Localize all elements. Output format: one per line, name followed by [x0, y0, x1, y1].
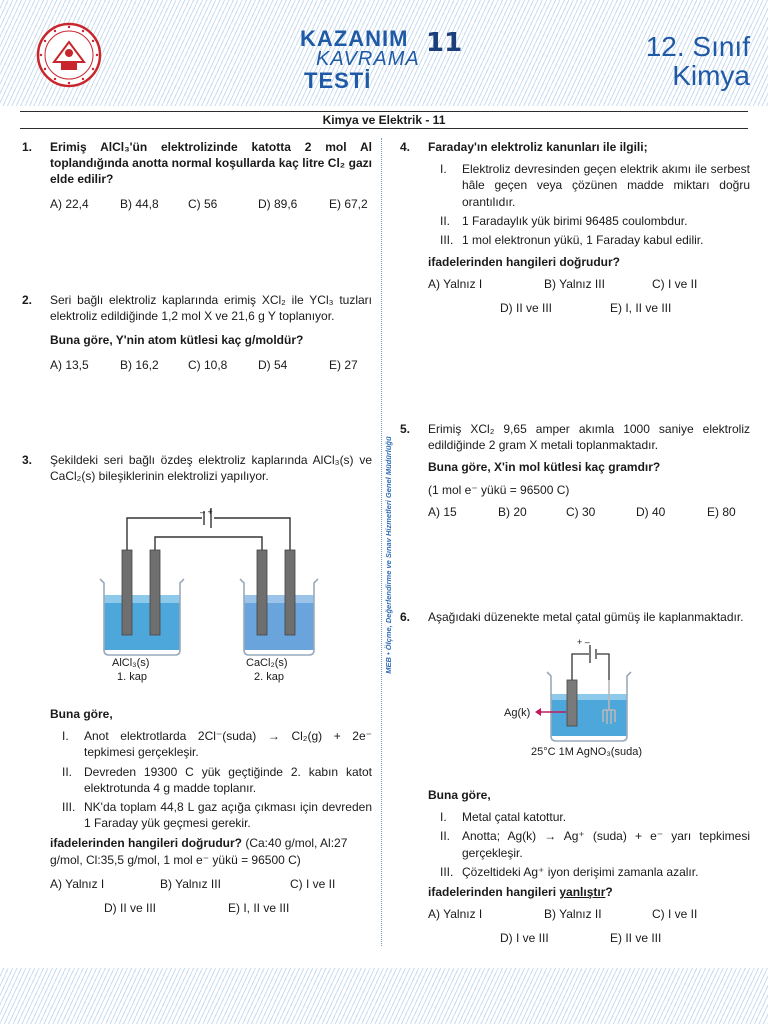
question-prompt [428, 884, 750, 900]
option-b[interactable]: B) Yalnız II [544, 907, 602, 922]
prompt-emphasis: yanlıştır [559, 884, 606, 899]
battery-label: – + [200, 507, 213, 517]
statement-roman: III. [440, 864, 454, 879]
brand-line-1: KAZANIM [300, 26, 409, 51]
answer-options-row-2 [428, 930, 750, 946]
cup-1-name: 1. kap [117, 671, 147, 683]
option-e[interactable]: E) 80 [707, 504, 736, 519]
option-e[interactable]: E) II ve III [610, 931, 662, 946]
statement-roman: II. [440, 829, 451, 844]
question-number: 4. [400, 140, 411, 154]
question-prompt: Buna göre, X'in mol kütlesi kaç gramdır? [428, 460, 661, 475]
answer-options [428, 504, 750, 520]
question-text: Seri bağlı elektroliz kaplarında erimiş XCl₂ ile YCl₃ tuzları elektroliz edildiğinde 1,2 mol X ve 21,6 g Y toplanıyor. [50, 293, 372, 324]
option-c[interactable]: C) 10,8 [188, 357, 228, 372]
silver-plating-diagram [535, 640, 645, 745]
statement-roman: II. [62, 764, 73, 779]
bottom-hatch-band [0, 968, 768, 1024]
statement-text: Anot elektrotlarda 2Cl⁻(suda) → Cl₂(g) + 2e⁻ tepkimesi gerçekleşir. [84, 729, 372, 760]
brand-line-3: TESTİ [304, 68, 372, 93]
answer-options [428, 906, 750, 922]
option-c[interactable]: C) 30 [566, 504, 596, 519]
statement-roman: I. [440, 162, 447, 177]
option-d[interactable]: D) 54 [258, 357, 288, 372]
question-lead: Buna göre, [428, 788, 491, 802]
question-text: Aşağıdaki düzenekte metal çatal gümüş ile kaplanmaktadır. [428, 610, 744, 624]
statement-text: Çözeltideki Ag⁺ iyon derişimi zamanla azalır. [462, 864, 699, 879]
statement-roman: III. [62, 799, 76, 814]
cup-1-label: AlCl₃(s) [112, 657, 150, 669]
brand-logo [298, 20, 468, 93]
statement-list [440, 809, 750, 880]
question-prompt [50, 835, 372, 867]
statement-item [62, 799, 372, 831]
statement-text: 1 Faradaylık yük birimi 96485 coulombdur. [462, 213, 688, 228]
side-watermark [382, 392, 398, 722]
statement-item [440, 828, 750, 860]
answer-options [50, 876, 372, 892]
option-e[interactable]: E) 67,2 [329, 196, 368, 211]
option-d[interactable]: D) 40 [636, 504, 666, 519]
statement-text: Metal çatal katottur. [462, 810, 567, 825]
question-prompt: Buna göre, Y'nin atom kütlesi kaç g/moldür? [50, 333, 304, 348]
answer-options-row-2 [428, 300, 750, 316]
grade-subject-block [646, 32, 750, 91]
question-text: Faraday'ın elektroliz kanunları ile ilgili; [428, 140, 648, 154]
option-a[interactable]: A) Yalnız I [50, 876, 105, 891]
option-e[interactable]: E) 27 [329, 357, 358, 372]
option-b[interactable]: B) 44,8 [120, 196, 159, 211]
question-number: 1. [22, 140, 33, 154]
answer-options-row-2 [50, 900, 372, 916]
statement-text: Elektroliz devresinden geçen elektrik akımı ile serbest hâle geçen veya çözünen madde miktarı doğru orantılıdır. [462, 162, 750, 209]
question-lead: Buna göre, [50, 707, 113, 721]
statement-item [440, 213, 750, 229]
option-c[interactable]: C) I ve II [652, 277, 698, 292]
option-a[interactable]: A) Yalnız I [428, 277, 483, 292]
grade-label: 12. Sınıf [645, 31, 750, 62]
meb-logo-icon [36, 22, 102, 88]
statement-item [440, 809, 750, 825]
option-b[interactable]: B) Yalnız III [544, 277, 605, 292]
statement-roman: II. [440, 213, 451, 228]
series-electrolysis-diagram [90, 505, 330, 670]
option-e[interactable]: E) I, II ve III [610, 301, 672, 316]
answer-options [50, 196, 372, 212]
option-c[interactable]: C) I ve II [652, 907, 698, 922]
answer-options [428, 276, 750, 292]
brand-line-2: KAVRAMA [316, 48, 420, 70]
question-note: (1 mol e⁻ yükü = 96500 C) [428, 482, 570, 497]
option-c[interactable]: C) I ve II [290, 876, 336, 891]
question-number: 2. [22, 293, 33, 307]
solution-label: 25°C 1M AgNO₃(suda) [531, 746, 642, 758]
option-a[interactable]: A) 22,4 [50, 196, 89, 211]
question-text: Erimiş XCl₂ 9,65 amper akımla 1000 saniye elektroliz edildiğinde 2 gram X metali toplanmaktadır. [428, 422, 750, 453]
option-e[interactable]: E) I, II ve III [228, 900, 290, 915]
prompt-text: ifadelerinden hangileri [428, 884, 560, 899]
battery-label: + – [577, 637, 590, 647]
statement-list [62, 728, 372, 831]
option-b[interactable]: B) Yalnız III [160, 876, 221, 891]
question-text: Şekildeki seri bağlı özdeş elektroliz kaplarında AlCl₃(s) ve CaCl₂(s) bileşiklerinin elektrolizi yapılıyor. [50, 453, 372, 484]
statement-roman: I. [440, 810, 447, 825]
option-a[interactable]: A) Yalnız I [428, 907, 483, 922]
question-number: 5. [400, 422, 411, 436]
option-b[interactable]: B) 16,2 [120, 357, 159, 372]
option-d[interactable]: D) II ve III [104, 900, 157, 915]
cup-2-label: CaCl₂(s) [246, 657, 288, 669]
statement-roman: III. [440, 232, 454, 247]
option-a[interactable]: A) 15 [428, 504, 457, 519]
prompt-text: ifadelerinden hangileri doğrudur? [50, 836, 243, 851]
question-number: 6. [400, 610, 411, 624]
cup-2-name: 2. kap [254, 671, 284, 683]
statement-item [440, 232, 750, 248]
statement-text: 1 mol elektronun yükü, 1 Faraday kabul edilir. [462, 232, 704, 247]
option-c[interactable]: C) 56 [188, 196, 218, 211]
topic-bar: Kimya ve Elektrik - 11 [20, 111, 748, 129]
option-d[interactable]: D) II ve III [500, 301, 553, 316]
statement-item [440, 864, 750, 880]
statement-text: NK'da toplam 44,8 L gaz açığa çıkması için devreden 1 Faraday yük geçmesi gerekir. [84, 799, 372, 831]
prompt-note: (Ca:40 g/mol, Al:27 g/mol, Cl:35,5 g/mol, 1 mol e⁻ yükü = 96500 C) [50, 836, 348, 867]
question-number: 3. [22, 453, 33, 467]
statement-item [440, 161, 750, 210]
subject-label: Kimya [672, 60, 750, 92]
answer-options [50, 357, 372, 373]
option-d[interactable]: D) I ve III [500, 931, 549, 946]
statement-item [62, 728, 372, 760]
statement-roman: I. [62, 729, 69, 744]
statement-text: Devreden 19300 C yük geçtiğinde 2. kabın katot elektrotunda 4 g madde toplanır. [84, 764, 372, 795]
brand-number: 11 [426, 28, 463, 58]
side-watermark-text: MEB • Ölçme, Değerlendirme ve Sınav Hizmetleri Genel Müdürlüğü [383, 436, 393, 674]
option-a[interactable]: A) 13,5 [50, 357, 89, 372]
statement-text: Anotta; Ag(k) → Ag⁺ (suda) + e⁻ yarı tepkimesi gerçekleşir. [462, 829, 750, 860]
statement-item [62, 764, 372, 796]
option-b[interactable]: B) 20 [498, 504, 527, 519]
page-header [0, 0, 768, 100]
arrow-icon [534, 706, 568, 718]
electrode-label: Ag(k) [504, 707, 531, 719]
question-text: Erimiş AlCl₃'ün elektrolizinde katotta 2 mol Al toplandığında anotta normal koşullarda kaç litre Cl₂ gazı elde edilir? [50, 140, 372, 187]
prompt-end: ? [605, 884, 613, 899]
option-d[interactable]: D) 89,6 [258, 196, 298, 211]
question-prompt: ifadelerinden hangileri doğrudur? [428, 255, 621, 270]
statement-list [440, 161, 750, 248]
